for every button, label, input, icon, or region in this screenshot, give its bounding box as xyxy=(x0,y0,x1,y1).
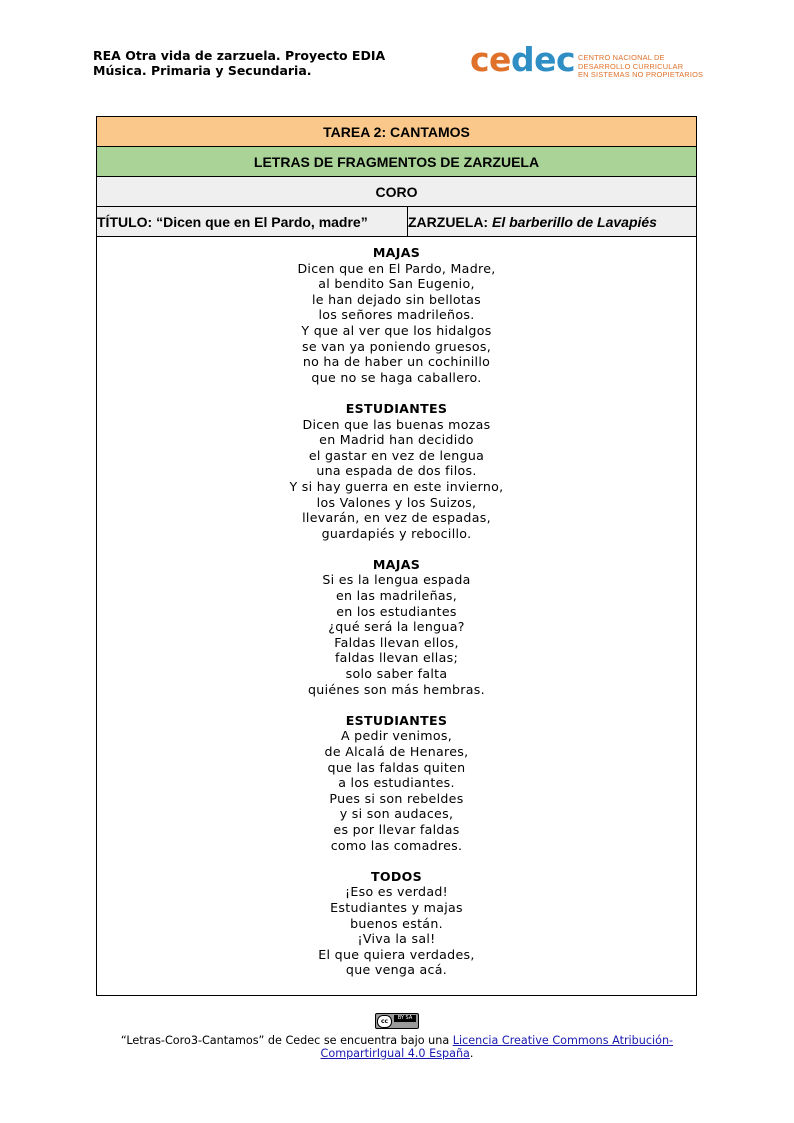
header-line-2: Música. Primaria y Secundaria. xyxy=(93,63,312,78)
lyric-line: ¡Viva la sal! xyxy=(357,931,436,947)
license-link[interactable]: Licencia Creative Commons Atribución- xyxy=(452,1034,674,1047)
lyrics-table xyxy=(96,116,697,996)
lyric-line: buenos están. xyxy=(350,915,443,931)
header-line-1: REA Otra vida de zarzuela. Proyecto EDIA xyxy=(93,48,386,63)
type-heading: CORO xyxy=(97,177,697,207)
lyric-line: Si es la lengua espada xyxy=(322,572,471,588)
title-value: “Dicen que en El Pardo, madre” xyxy=(156,213,368,230)
lyric-line: no ha de haber un cochinillo xyxy=(302,354,491,370)
lyric-line: los Valones y los Suizos, xyxy=(316,494,477,510)
logo-wordmark: cedec xyxy=(470,40,576,79)
lyric-line: guardapiés y rebocillo. xyxy=(321,525,472,541)
lyric-line: quiénes son más hembras. xyxy=(308,681,485,697)
lyric-line: como las comadres. xyxy=(330,837,463,853)
lyric-line: de Alcalá de Henares, xyxy=(324,744,469,759)
lyrics-stanza xyxy=(97,245,696,385)
lyric-line: Estudiantes y majas xyxy=(330,899,463,915)
lyric-line: una espada de dos filos. xyxy=(316,463,477,479)
document-header xyxy=(93,48,385,78)
lyric-line: que venga acá. xyxy=(345,962,448,978)
stanza-speaker: TODOS xyxy=(370,868,423,884)
lyric-line: Dicen que las buenas mozas xyxy=(302,416,491,432)
lyrics-stanza xyxy=(97,401,696,541)
lyrics-stanza xyxy=(97,713,696,853)
lyric-line: Faldas llevan ellos, xyxy=(334,634,459,650)
lyric-line: Y que al ver que los hidalgos xyxy=(301,322,492,338)
stanza-speaker: MAJAS xyxy=(372,245,421,260)
lyric-line: y si son audaces, xyxy=(339,806,454,822)
lyric-line: a los estudiantes. xyxy=(338,775,455,791)
lyric-line: al bendito San Eugenio, xyxy=(318,276,475,292)
lyrics-stanza xyxy=(97,869,696,978)
lyric-line: El que quiera verdades, xyxy=(318,946,475,962)
lyric-line: que las faldas quiten xyxy=(327,759,466,775)
stanza-speaker: ESTUDIANTES xyxy=(345,712,448,728)
title-prefix: TÍTULO: xyxy=(97,213,157,230)
lyrics-body xyxy=(97,237,696,978)
stanza-speaker: MAJAS xyxy=(372,556,421,572)
lyric-line: en Madrid han decidido xyxy=(319,432,474,448)
lyric-line: Y si hay guerra en este invierno, xyxy=(289,478,504,494)
lyric-line: que no se haga caballero. xyxy=(311,369,482,385)
zarzuela-value: El barberillo de Lavapiés xyxy=(492,213,657,230)
title-cell xyxy=(97,207,408,237)
stanza-speaker: ESTUDIANTES xyxy=(345,400,448,416)
lyric-line: ¡Eso es verdad! xyxy=(345,884,448,900)
lyric-line: A pedir venimos, xyxy=(340,728,453,744)
logo-subtitle: CENTRO NACIONAL DE DESARROLLO CURRICULAR EN SISTEMAS NO PROPIETARIOS xyxy=(578,53,704,80)
lyric-line: los señores madrileños. xyxy=(318,307,475,323)
zarzuela-prefix: ZARZUELA: xyxy=(408,213,492,230)
lyrics-stanza xyxy=(97,557,696,697)
license-text: “Letras-Coro3-Cantamos” de Cedec se encuentra bajo una Licencia Creative Commons Atribución- xyxy=(120,1034,674,1047)
license-footer: cc BY SA “Letras-Coro3-Cantamos” de Cedec se encuentra bajo una Licencia Creative Commons Atribución- CompartirIgual 4.0 España. xyxy=(0,1013,794,1060)
lyric-line: Dicen que en El Pardo, Madre, xyxy=(297,260,496,276)
section-heading: LETRAS DE FRAGMENTOS DE ZARZUELA xyxy=(97,147,697,177)
lyric-line: faldas llevan ellas; xyxy=(334,650,459,666)
lyrics-cell xyxy=(97,237,697,996)
cc-license-icon[interactable]: cc BY SA xyxy=(375,1013,419,1029)
zarzuela-cell xyxy=(408,207,697,237)
lyric-line: le han dejado sin bellotas xyxy=(311,291,482,307)
lyric-line: ¿qué será la lengua? xyxy=(328,619,465,635)
lyric-line: llevarán, en vez de espadas, xyxy=(302,510,491,526)
lyric-line: en los estudiantes xyxy=(336,603,457,619)
lyric-line: solo saber falta xyxy=(345,666,448,682)
lyric-line: Pues si son rebeldes xyxy=(329,790,464,806)
task-heading: TAREA 2: CANTAMOS xyxy=(97,117,697,147)
license-link-2[interactable]: CompartirIgual 4.0 España xyxy=(320,1047,470,1060)
lyric-line: el gastar en vez de lengua xyxy=(308,447,485,463)
lyric-line: es por llevar faldas xyxy=(333,821,460,837)
lyric-line: se van ya poniendo gruesos, xyxy=(301,338,492,354)
lyric-line: en las madrileñas, xyxy=(335,588,458,604)
